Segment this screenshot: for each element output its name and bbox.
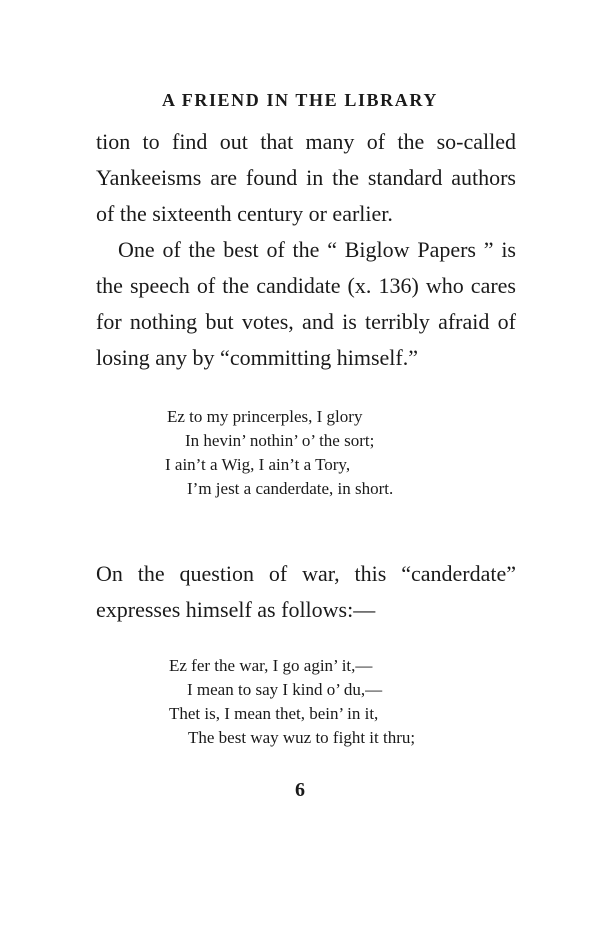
verse-stanza-war	[0, 654, 600, 750]
verse-line: I’m jest a canderdate, in short.	[187, 479, 394, 498]
paragraph-continuation	[96, 124, 516, 232]
verse-line: I ain’t a Wig, I ain’t a Tory,	[165, 455, 351, 474]
prose-line: tion to find out that many of the so-called	[96, 129, 516, 154]
paragraph-question-of-war	[96, 556, 516, 628]
running-head: A FRIEND IN THE LIBRARY	[162, 90, 438, 110]
verse-line: Ez to my princerples, I glory	[167, 407, 363, 426]
verse-line: Thet is, I mean thet, bein’ in it,	[169, 704, 379, 723]
prose-line: On the question of war, this “canderdate”	[96, 561, 516, 586]
verse-line: Ez fer the war, I go agin’ it,—	[169, 656, 373, 675]
verse-line: In hevin’ nothin’ o’ the sort;	[185, 431, 375, 450]
prose-line: Yankeeisms are found in the standard authors	[96, 165, 516, 190]
prose-line: the speech of the candidate (x. 136) who cares	[96, 273, 516, 298]
prose-line: expresses himself as follows:—	[96, 597, 376, 622]
prose-line: of the sixteenth century or earlier.	[96, 201, 393, 226]
page-number: 6	[295, 779, 305, 801]
prose-line: for nothing but votes, and is terribly afraid of	[96, 309, 516, 334]
prose-line: One of the best of the “ Biglow Papers ” is	[118, 237, 516, 262]
paragraph-biglow-papers	[96, 232, 516, 376]
verse-line: The best way wuz to fight it thru;	[188, 728, 416, 747]
prose-line: losing any by “committing himself.”	[96, 345, 419, 370]
verse-stanza-principles	[0, 405, 600, 501]
verse-line: I mean to say I kind o’ du,—	[187, 680, 383, 699]
